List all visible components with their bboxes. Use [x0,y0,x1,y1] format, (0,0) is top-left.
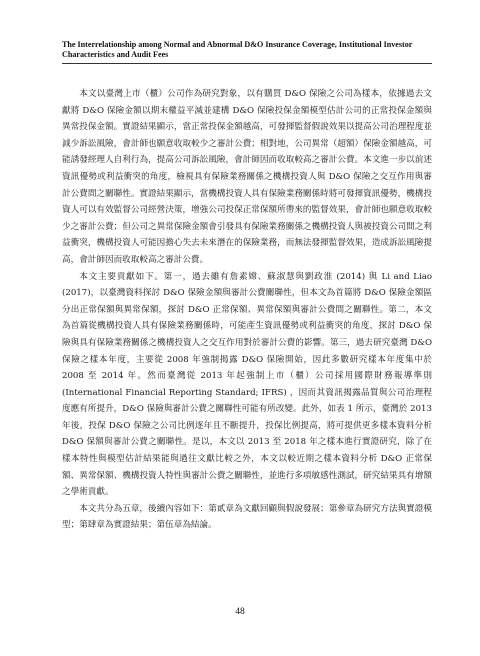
paragraph-intro: 本文以臺灣上市（櫃）公司作為研究對象，以有購買 D&O 保險之公司為樣本，依據過去文獻將 D&O 保險金額以期末權益平減並建構 D&O 保險投保金額模型估計公司的正常投保金額與異常投保金額。實證結果顯示，當正常投保金額越高，可發揮監督假說效果以提高公司治理程度並減少訴訟風險，會計師也願意收取較少之審計公費；相對地，公司異常（超額）保險金額越高，可能誘發經理人自利行為，提高公司訴訟風險，會計師因而收取較高之審計公費。本文進一步以前述資訊優勢或利益衝突的角度，檢視具有保險業務關係之機構投資人與 D&O 保險之交互作用與審計公費間之關聯性。實證結果顯示，當機構投資人具有保險業務關係時將可發揮資訊優勢，機構投資人可以有效監督公司經營決策，增強公司投保正常保額所帶來的監督效果，會計師也願意收取較少之審計公費；但公司之異常保險金額會引發具有保險業務關係之機構投資人與被投資公司間之利益衝突，機構投資人可能因擔心失去未來潛在的保險業務，而無法發揮監督效果，造成訴訟風險提高，會計師因而收取較高之審計公費。 [62,89,432,265]
paragraph-contributions: 本文主要貢獻如下。第一，過去雖有詹素嫦、蘇淑慧與劉政淮 (2014) 與 Li and Liao (2017)，以臺灣資料探討 D&O 保險金額與審計公費關聯性，但本文為首篇將 D&O 保險金額區分出正常保額與異常保額，探討 D&O 正常保額、異常保額與審計公費間之關聯性。第二，本文為首篇從機構投資人具有保險業務關係時，可能產生資訊優勢或利益衝突的角度，探討 D&O 保險與具有保險業務關係之機構投資人之交互作用對於審計公費的影響。第三，過去研究臺灣 D&O 保險之樣本年度，主要從 2008 年強制揭露 D&O 保險開始，因此多數研究樣本年度集中於 2008 至 2014 年。然而臺灣從 2013 年起強制上市（櫃）公司採用國際財務報導準則 (International Financial Reporting Standard; IFRS) ，因而其資訊揭露品質與公司治理程度應有所提升，D&O 保險與審計公費之關聯性可能有所改變。此外，如表 1 所示，臺灣於 2013 年後，投保 D&O 保險之公司比例逐年且不斷提升，投保比例提高，將可提供更多樣本資料分析 D&O 保額與審計公費之關聯性。是以，本文以 2013 至 2018 年之樣本進行實證研究，除了在樣本特性與模型估計結果能與過往文獻比較之外，本文以較近期之樣本資料分析 D&O 正常保額、異常保額、機構投資人特性與審計公費之關聯性，並進行多項敏感性測試，研究結果具有增額之學術貢獻。 [62,271,432,498]
running-header: The Interrelationship among Normal and Abnormal D&O Insurance Coverage, Institutional Investor Characteristics and Audit Fees [62,40,413,59]
header-divider [62,63,432,64]
body-text [62,86,432,534]
paragraph-outline: 本文共分為五章，後續內容如下：第貳章為文獻回顧與假說發展；第參章為研究方法與實證模型；第肆章為實證結果；第伍章為結論。 [62,503,432,531]
page-number: 48 [235,607,245,617]
